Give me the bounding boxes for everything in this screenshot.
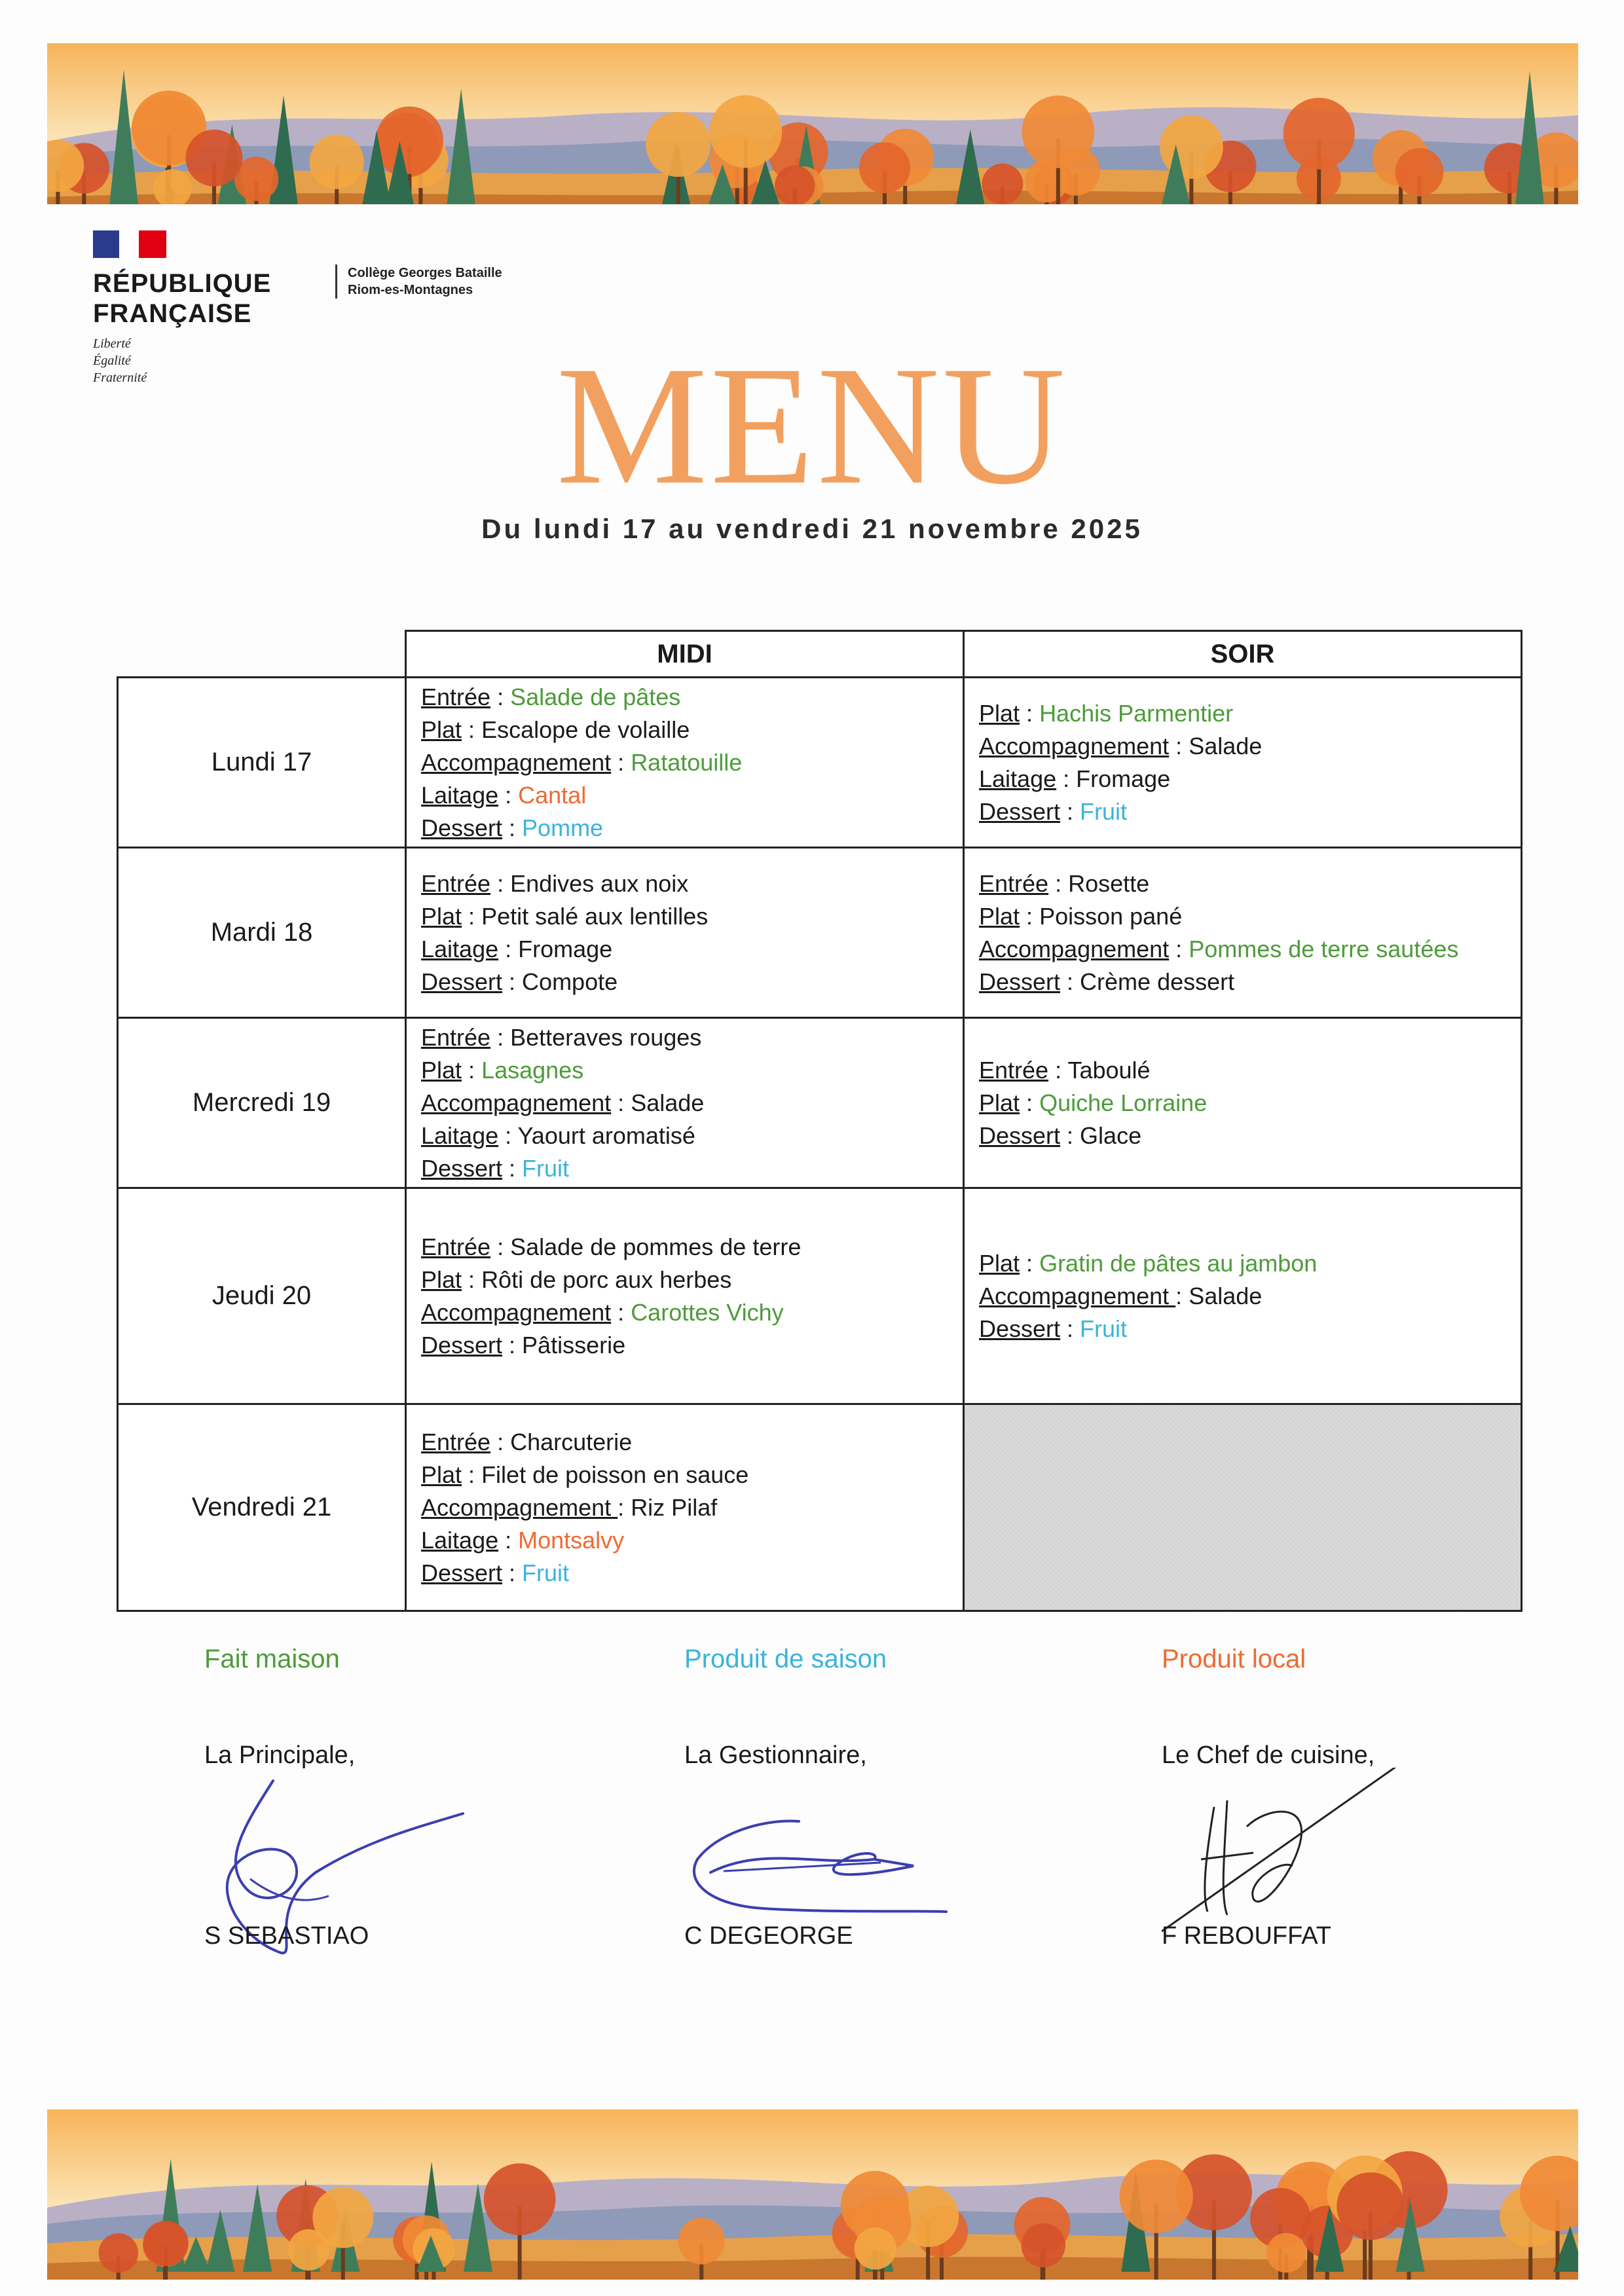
course-label: Accompagnement	[979, 732, 1170, 759]
separator: :	[1060, 797, 1080, 825]
menu-line	[421, 900, 963, 933]
menu-line	[421, 1087, 963, 1120]
course-value: Montsalvy	[518, 1526, 625, 1554]
course-label: Entrée	[421, 1023, 491, 1051]
course-label: Laitage	[979, 765, 1057, 792]
course-label: Laitage	[421, 935, 499, 962]
midi-cell	[406, 848, 964, 1018]
menu-line	[421, 1491, 963, 1524]
course-value: Riz Pilaf	[631, 1493, 718, 1521]
menu-line	[979, 1280, 1521, 1313]
menu-line	[421, 1120, 963, 1152]
legend-produit-local: Produit local	[1162, 1645, 1306, 1673]
course-value: Poisson pané	[1039, 902, 1183, 930]
separator: :	[490, 1023, 511, 1051]
separator: :	[1169, 732, 1189, 759]
separator: :	[502, 1154, 523, 1182]
menu-line	[421, 1329, 963, 1362]
course-label: Dessert	[979, 968, 1061, 995]
course-value: Pâtisserie	[522, 1331, 626, 1358]
menu-line	[421, 681, 963, 714]
separator: :	[1020, 1249, 1040, 1277]
course-label: Plat	[421, 1266, 462, 1293]
course-label: Accompagnement	[421, 1089, 612, 1116]
autumn-banner-top	[47, 43, 1578, 204]
course-value: Pomme	[522, 814, 604, 841]
course-label: Dessert	[979, 797, 1061, 825]
separator: :	[1056, 765, 1077, 792]
course-label: Entrée	[421, 683, 491, 710]
midi-cell	[406, 1188, 964, 1404]
course-value: Rosette	[1068, 869, 1150, 897]
course-label: Dessert	[979, 1315, 1061, 1342]
separator: :	[462, 902, 482, 930]
course-label: Dessert	[421, 1331, 503, 1358]
course-label: Entrée	[979, 1056, 1049, 1084]
legend-fait-maison: Fait maison	[204, 1645, 340, 1673]
course-value: Carottes Vichy	[631, 1298, 784, 1326]
midi-cell	[406, 678, 964, 848]
course-label: Entrée	[421, 869, 491, 897]
course-label: Laitage	[421, 1526, 499, 1554]
course-value: Gratin de pâtes au jambon	[1039, 1249, 1318, 1277]
separator: :	[611, 1298, 631, 1326]
course-label: Plat	[421, 902, 462, 930]
signature-role: La Gestionnaire,	[684, 1741, 867, 1769]
signature-role: Le Chef de cuisine,	[1162, 1741, 1375, 1769]
course-value: Escalope de volaille	[481, 716, 690, 743]
separator: :	[490, 1428, 511, 1455]
week-range: Du lundi 17 au vendredi 21 novembre 2025	[481, 513, 1143, 544]
menu-table	[117, 630, 1522, 1612]
course-label: Entrée	[421, 1428, 491, 1455]
menu-line	[979, 966, 1521, 998]
menu-line	[421, 714, 963, 746]
separator: :	[1020, 1089, 1040, 1116]
course-label: Accompagnement	[421, 1493, 618, 1521]
course-label: Plat	[421, 1461, 462, 1488]
day-cell: Mardi 18	[118, 848, 406, 1018]
empty-meal-cell	[964, 1404, 1522, 1611]
course-value: Fromage	[1076, 765, 1171, 792]
soir-cell	[964, 848, 1522, 1018]
course-label: Accompagnement	[421, 1298, 612, 1326]
course-label: Dessert	[421, 968, 503, 995]
course-label: Entrée	[421, 1233, 491, 1260]
menu-line	[421, 812, 963, 845]
menu-line	[421, 966, 963, 998]
separator: :	[462, 1266, 482, 1293]
course-value: Hachis Parmentier	[1039, 699, 1234, 727]
course-value: Pommes de terre sautées	[1189, 935, 1459, 962]
course-label: Accompagnement	[979, 935, 1170, 962]
separator: :	[498, 935, 519, 962]
course-value: Fruit	[1080, 1315, 1128, 1342]
course-value: Filet de poisson en sauce	[481, 1461, 749, 1488]
menu-line	[421, 746, 963, 779]
course-value: Salade	[1189, 732, 1263, 759]
separator: :	[462, 1056, 482, 1084]
course-value: Crème dessert	[1080, 968, 1235, 995]
course-value: Quiche Lorraine	[1039, 1089, 1208, 1116]
legend-produit-saison: Produit de saison	[684, 1645, 887, 1673]
page-title: MENU	[556, 331, 1068, 520]
signature-principale	[204, 1741, 532, 1950]
course-label: Laitage	[421, 781, 499, 809]
menu-line	[979, 1087, 1521, 1120]
separator: :	[1020, 902, 1040, 930]
column-header-soir: SOIR	[964, 631, 1522, 678]
course-value: Salade de pommes de terre	[510, 1233, 802, 1260]
course-value: Salade	[1189, 1282, 1263, 1309]
menu-line	[421, 1557, 963, 1590]
course-value: Cantal	[518, 781, 587, 809]
course-value: Salade	[631, 1089, 705, 1116]
separator: :	[502, 968, 523, 995]
motto-liberte: Liberté	[93, 337, 131, 351]
soir-cell	[964, 1018, 1522, 1188]
table-row	[118, 678, 1522, 848]
separator: :	[1060, 1121, 1080, 1149]
course-label: Plat	[979, 902, 1020, 930]
republic-line1: RÉPUBLIQUE	[93, 269, 272, 298]
menu-line	[979, 1247, 1521, 1280]
menu-line	[421, 933, 963, 966]
day-cell: Vendredi 21	[118, 1404, 406, 1611]
menu-line	[979, 1054, 1521, 1087]
table-row	[118, 1404, 1522, 1611]
separator: :	[462, 1461, 482, 1488]
separator: :	[618, 1493, 631, 1521]
menu-line	[421, 779, 963, 812]
course-label: Dessert	[979, 1121, 1061, 1149]
republic-line2: FRANÇAISE	[93, 299, 252, 328]
separator: :	[498, 1121, 518, 1149]
school-identity	[335, 264, 502, 299]
menu-line	[421, 1426, 963, 1459]
course-value: Lasagnes	[481, 1056, 584, 1084]
day-cell: Mercredi 19	[118, 1018, 406, 1188]
separator: :	[462, 716, 482, 743]
course-label: Dessert	[421, 1559, 503, 1586]
course-label: Plat	[979, 1249, 1020, 1277]
menu-line	[979, 697, 1521, 730]
table-row	[118, 1188, 1522, 1404]
course-label: Plat	[421, 716, 462, 743]
course-value: Charcuterie	[510, 1428, 633, 1455]
midi-cell	[406, 1018, 964, 1188]
separator: :	[502, 1559, 523, 1586]
menu-line	[421, 1459, 963, 1491]
separator: :	[1175, 1282, 1189, 1309]
separator: :	[1169, 935, 1189, 962]
separator: :	[502, 1331, 523, 1358]
separator: :	[490, 683, 511, 710]
school-name: Collège Georges Bataille	[348, 266, 502, 280]
menu-line	[421, 1054, 963, 1087]
course-label: Plat	[979, 1089, 1020, 1116]
separator: :	[1060, 1315, 1080, 1342]
signature-chef	[1162, 1741, 1489, 1950]
soir-cell	[964, 1188, 1522, 1404]
school-town: Riom-es-Montagnes	[348, 283, 473, 297]
day-cell: Lundi 17	[118, 678, 406, 848]
course-value: Compote	[522, 968, 618, 995]
course-label: Dessert	[421, 1154, 503, 1182]
course-label: Dessert	[421, 814, 503, 841]
header-blank-cell	[118, 631, 406, 678]
day-cell: Jeudi 20	[118, 1188, 406, 1404]
course-label: Accompagnement	[421, 748, 612, 776]
separator: :	[1048, 1056, 1068, 1084]
course-label: Plat	[979, 699, 1020, 727]
course-value: Petit salé aux lentilles	[481, 902, 709, 930]
menu-line	[979, 763, 1521, 795]
column-header-midi: MIDI	[406, 631, 964, 678]
separator: :	[498, 781, 519, 809]
course-value: Yaourt aromatisé	[517, 1121, 695, 1149]
course-value: Fruit	[522, 1154, 570, 1182]
french-flag-icon	[93, 230, 166, 258]
course-value: Fruit	[1080, 797, 1128, 825]
separator: :	[498, 1526, 519, 1554]
separator: :	[611, 748, 631, 776]
signature-name: S SEBASTIAO	[204, 1922, 369, 1950]
menu-line	[979, 1313, 1521, 1345]
course-label: Plat	[421, 1056, 462, 1084]
table-row	[118, 848, 1522, 1018]
separator: :	[502, 814, 523, 841]
course-value: Rôti de porc aux herbes	[481, 1266, 732, 1293]
menu-line	[421, 867, 963, 900]
course-value: Ratatouille	[631, 748, 743, 776]
separator: :	[1020, 699, 1040, 727]
separator: :	[611, 1089, 631, 1116]
menu-line	[979, 900, 1521, 933]
course-value: Salade de pâtes	[510, 683, 681, 710]
menu-line	[979, 933, 1521, 966]
signature-name: F REBOUFFAT	[1162, 1922, 1331, 1950]
midi-cell	[406, 1404, 964, 1611]
motto-egalite: Égalité	[93, 354, 131, 368]
menu-line	[421, 1021, 963, 1054]
course-label: Accompagnement	[979, 1282, 1176, 1309]
separator: :	[1048, 869, 1069, 897]
menu-line	[979, 795, 1521, 828]
course-value: Fromage	[518, 935, 613, 962]
table-row	[118, 1018, 1522, 1188]
table-header-row	[118, 631, 1522, 678]
separator: :	[490, 1233, 511, 1260]
course-value: Fruit	[522, 1559, 570, 1586]
course-value: Taboulé	[1067, 1056, 1151, 1084]
course-label: Entrée	[979, 869, 1049, 897]
menu-line	[421, 1524, 963, 1557]
menu-line	[421, 1231, 963, 1264]
signature-name: C DEGEORGE	[684, 1922, 853, 1950]
separator: :	[1060, 968, 1080, 995]
motto-fraternite: Fraternité	[93, 371, 147, 385]
menu-line	[979, 867, 1521, 900]
course-value: Endives aux noix	[510, 869, 689, 897]
separator: :	[490, 869, 511, 897]
course-value: Glace	[1080, 1121, 1142, 1149]
autumn-banner-bottom	[47, 2109, 1578, 2280]
course-label: Laitage	[421, 1121, 499, 1149]
menu-line	[979, 730, 1521, 763]
soir-cell	[964, 678, 1522, 848]
signature-role: La Principale,	[204, 1741, 356, 1769]
menu-line	[421, 1152, 963, 1185]
menu-line	[421, 1296, 963, 1329]
course-value: Betteraves rouges	[510, 1023, 702, 1051]
menu-line	[979, 1120, 1521, 1152]
menu-line	[421, 1264, 963, 1296]
menu-body	[118, 678, 1522, 1611]
signature-gestionnaire	[684, 1741, 1012, 1950]
